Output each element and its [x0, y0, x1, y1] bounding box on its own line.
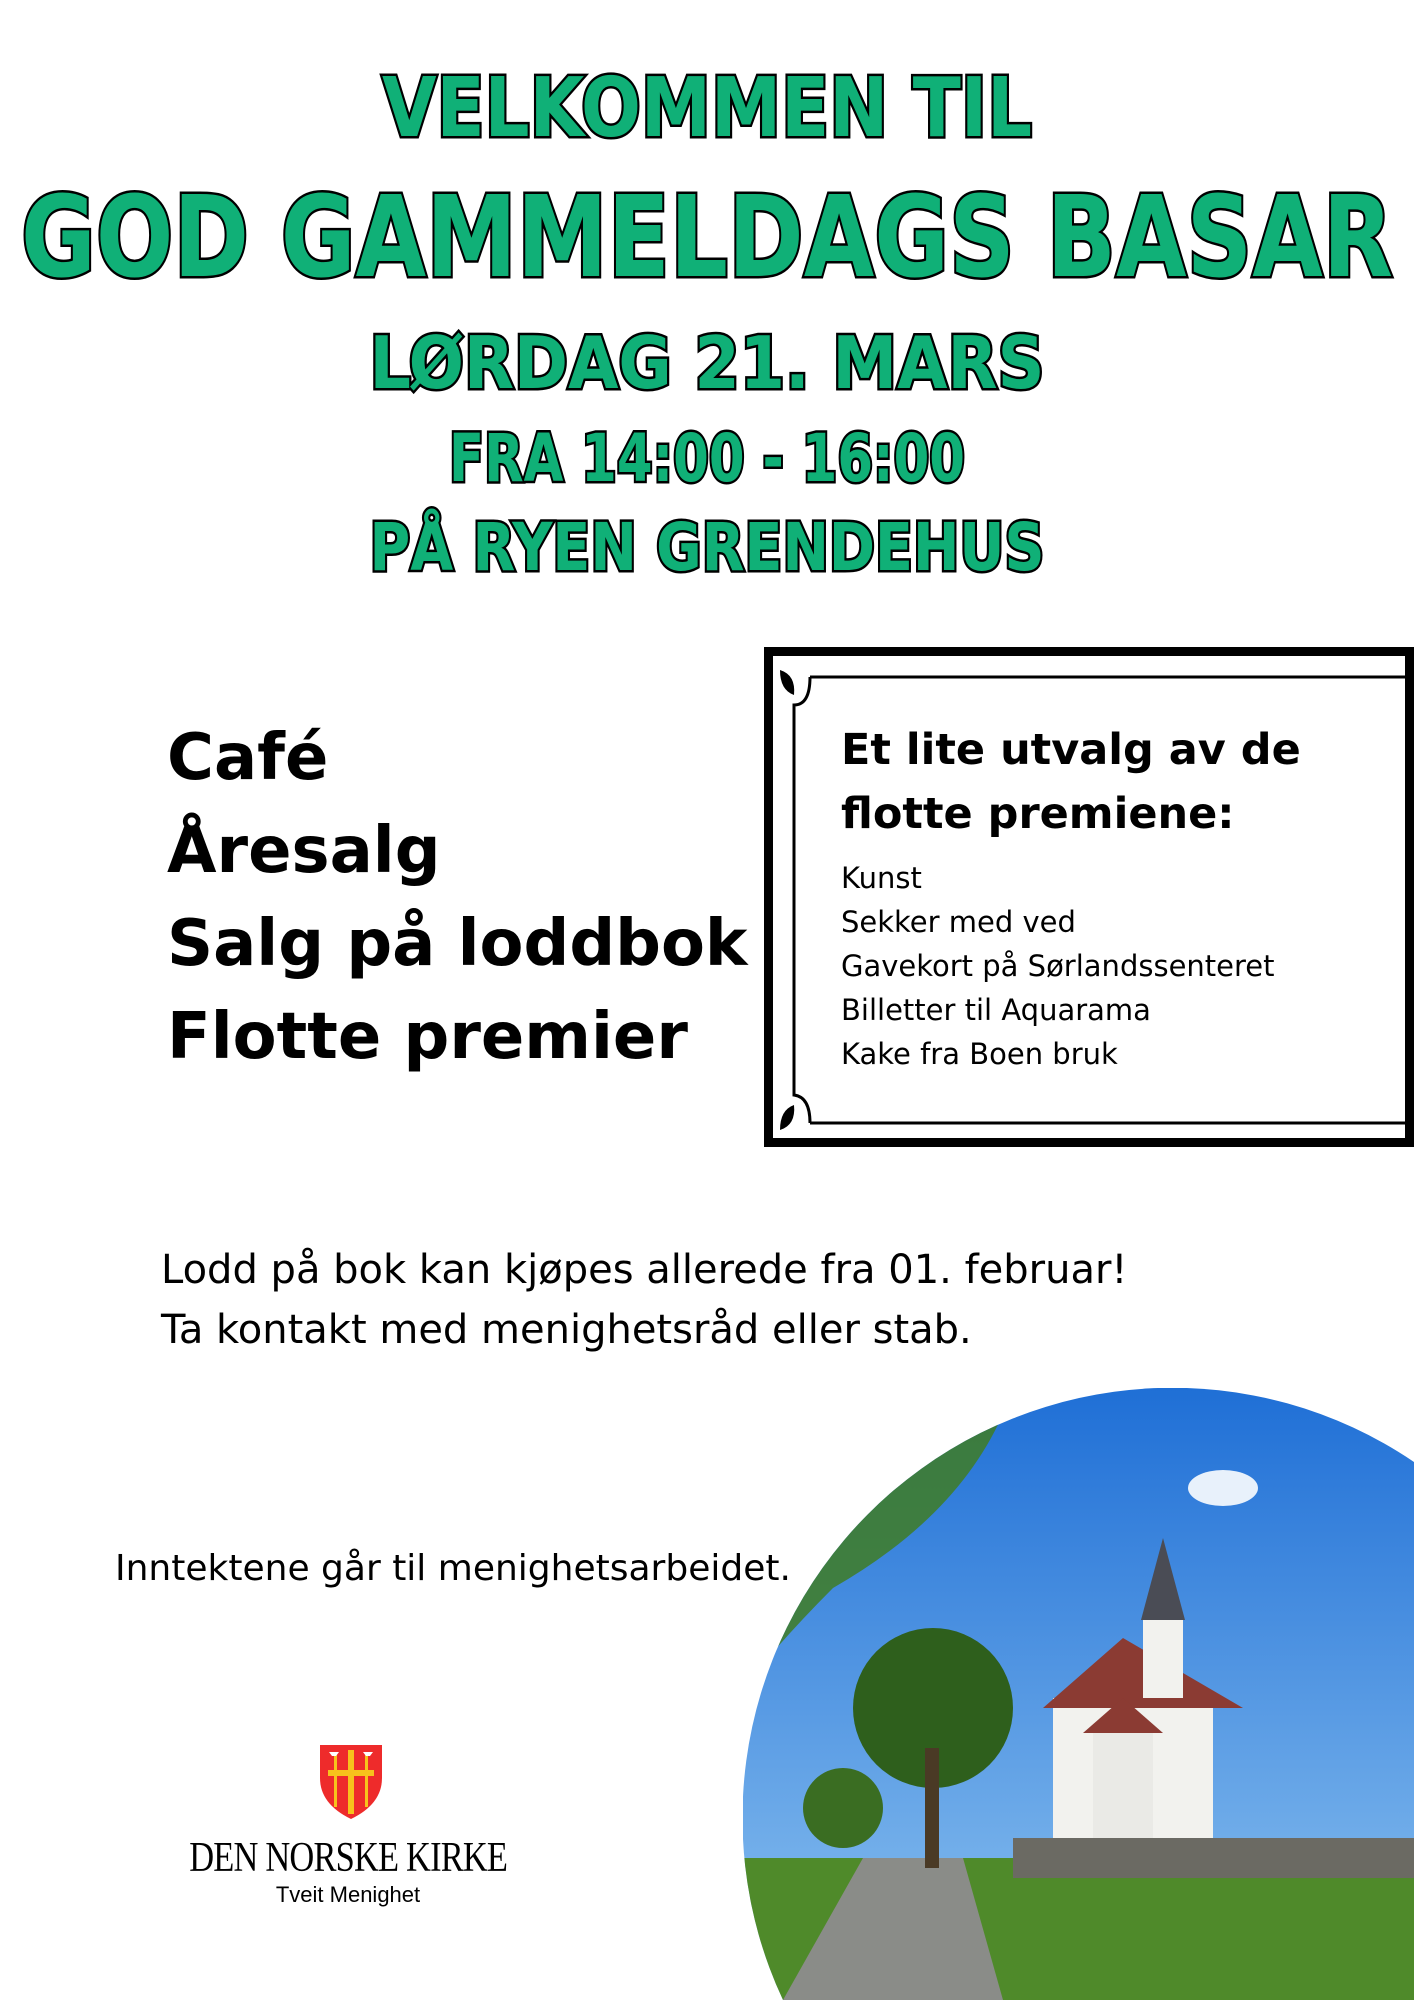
- proceeds-note: Inntektene går til menighetsarbeidet.: [115, 1548, 791, 1589]
- headline-welcome: VELKOMMEN TIL: [382, 61, 1032, 156]
- headline: [0, 0, 1414, 600]
- ticket-info: [161, 1240, 1127, 1360]
- church-shield-logo-icon: [319, 1744, 383, 1820]
- prize-title-line: flotte premiene:: [841, 789, 1235, 839]
- feature-item: Salg på loddbok: [167, 907, 748, 981]
- ticket-info-line: Ta kontakt med menighetsråd eller stab.: [161, 1307, 972, 1353]
- prize-title-line: Et lite utvalg av de: [841, 725, 1301, 775]
- logo-name: DEN NORSKE KIRKE: [189, 1835, 508, 1881]
- church-photo: [743, 1388, 1414, 2000]
- headline-time: FRA 14:00 - 16:00: [449, 420, 965, 497]
- prize-title: [841, 718, 1301, 846]
- feature-list: [167, 712, 747, 1084]
- prize-item: Billetter til Aquarama: [841, 993, 1151, 1027]
- feature-item: Åresalg: [167, 814, 441, 888]
- logo-parish: Tveit Menighet: [275, 1882, 421, 1907]
- prize-item: Kake fra Boen bruk: [841, 1037, 1118, 1071]
- prize-item: Gavekort på Sørlandssenteret: [841, 949, 1275, 983]
- headline-title: GOD GAMMELDAGS BASAR: [21, 173, 1393, 303]
- prize-item: Sekker med ved: [841, 905, 1076, 939]
- headline-location: PÅ RYEN GRENDEHUS: [369, 509, 1172, 586]
- prize-item: Kunst: [841, 861, 922, 895]
- feature-item: Café: [167, 721, 329, 795]
- ticket-info-line: Lodd på bok kan kjøpes allerede fra 01. februar!: [161, 1247, 1128, 1293]
- leaf-ornament-icon: [780, 1105, 794, 1130]
- feature-item: Flotte premier: [167, 1000, 688, 1074]
- headline-date: LØRDAG 21. MARS: [369, 321, 1045, 405]
- prize-list: [841, 856, 1275, 1076]
- leaf-ornament-icon: [780, 670, 794, 695]
